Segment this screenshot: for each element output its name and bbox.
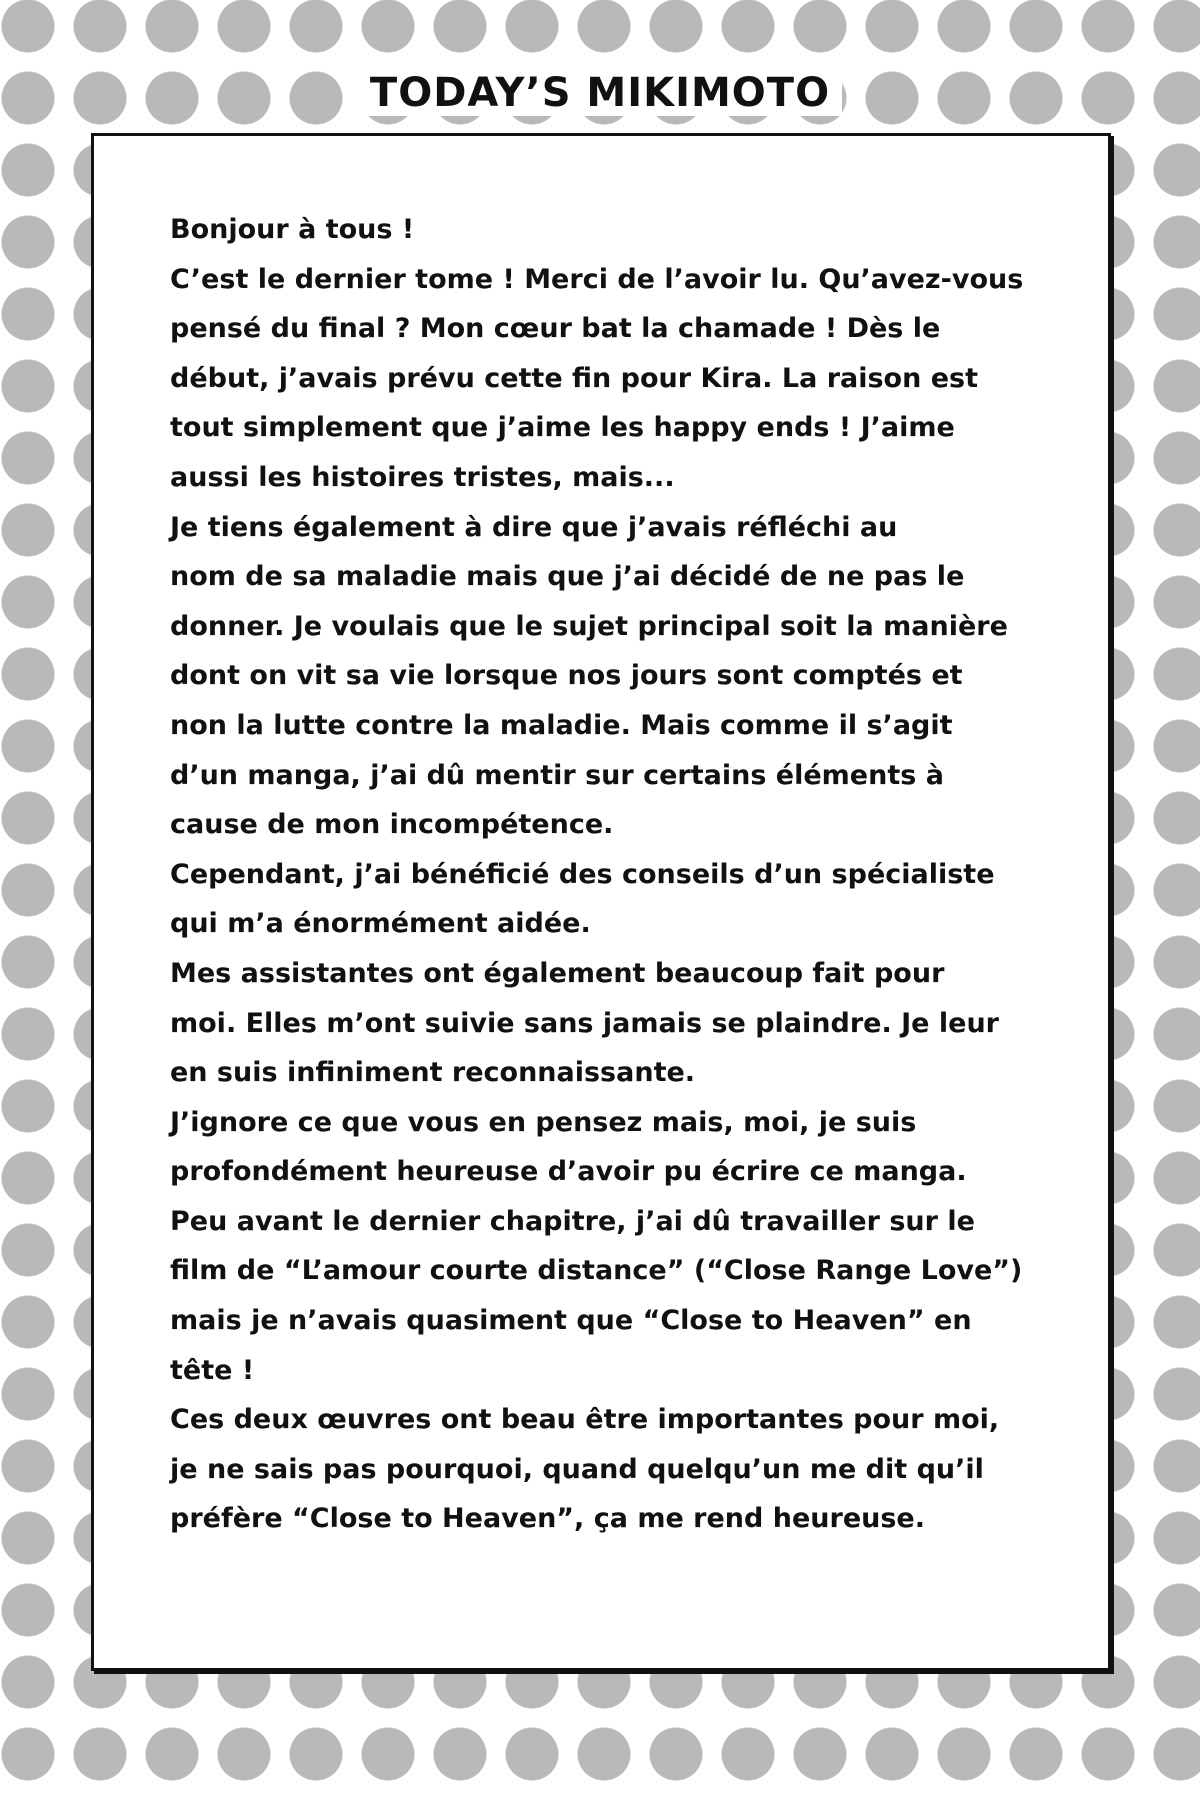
body-line: en suis infiniment reconnaissante. [170,1057,696,1089]
body-line: profondément heureuse d’avoir pu écrire ce manga. [170,1156,967,1188]
body-line: C’est le dernier tome ! Merci de l’avoir lu. Qu’avez-vous [170,263,1024,295]
body-line: dont on vit sa vie lorsque nos jours sont comptés et [170,660,963,692]
body-line: début, j’avais prévu cette fin pour Kira. La raison est [170,362,979,394]
body-line: Je tiens également à dire que j’avais réfléchi au [170,511,898,543]
body-line: donner. Je voulais que le sujet principal soit la manière [170,610,1008,642]
page-title-text: TODAY’S MIKIMOTO [358,70,842,116]
body-line: moi. Elles m’ont suivie sans jamais se plaindre. Je leur [170,1007,999,1039]
body-line: aussi les histoires tristes, mais... [170,461,675,493]
body-line: d’un manga, j’ai dû mentir sur certains éléments à [170,759,944,791]
page-title [0,70,1200,116]
body-line: tout simplement que j’aime les happy ends ! J’aime [170,412,955,444]
body-line: Ces deux œuvres ont beau être importantes pour moi, [170,1404,1000,1436]
body-line: J’ignore ce que vous en pensez mais, moi, je suis [170,1106,917,1138]
body-line: Cependant, j’ai bénéficié des conseils d’un spécialiste [170,858,995,890]
body-line: préfère “Close to Heaven”, ça me rend heureuse. [170,1503,925,1535]
body-line: qui m’a énormément aidée. [170,908,591,940]
body-line: film de “L’amour courte distance” (“Close Range Love”) [170,1255,1023,1287]
body-line: Mes assistantes ont également beaucoup fait pour [170,957,945,989]
message-body [170,205,1070,1544]
body-line: nom de sa maladie mais que j’ai décidé de ne pas le [170,561,965,593]
body-line: Bonjour à tous ! [170,214,415,245]
body-line: mais je n’avais quasiment que “Close to Heaven” en [170,1305,972,1337]
body-line: non la lutte contre la maladie. Mais comme il s’agit [170,709,953,741]
body-line: cause de mon incompétence. [170,809,614,841]
body-line: je ne sais pas pourquoi, quand quelqu’un me dit qu’il [170,1453,984,1485]
body-line: Peu avant le dernier chapitre, j’ai dû travailler sur le [170,1205,975,1237]
body-line: tête ! [170,1354,255,1386]
body-line: pensé du final ? Mon cœur bat la chamade ! Dès le [170,313,941,345]
